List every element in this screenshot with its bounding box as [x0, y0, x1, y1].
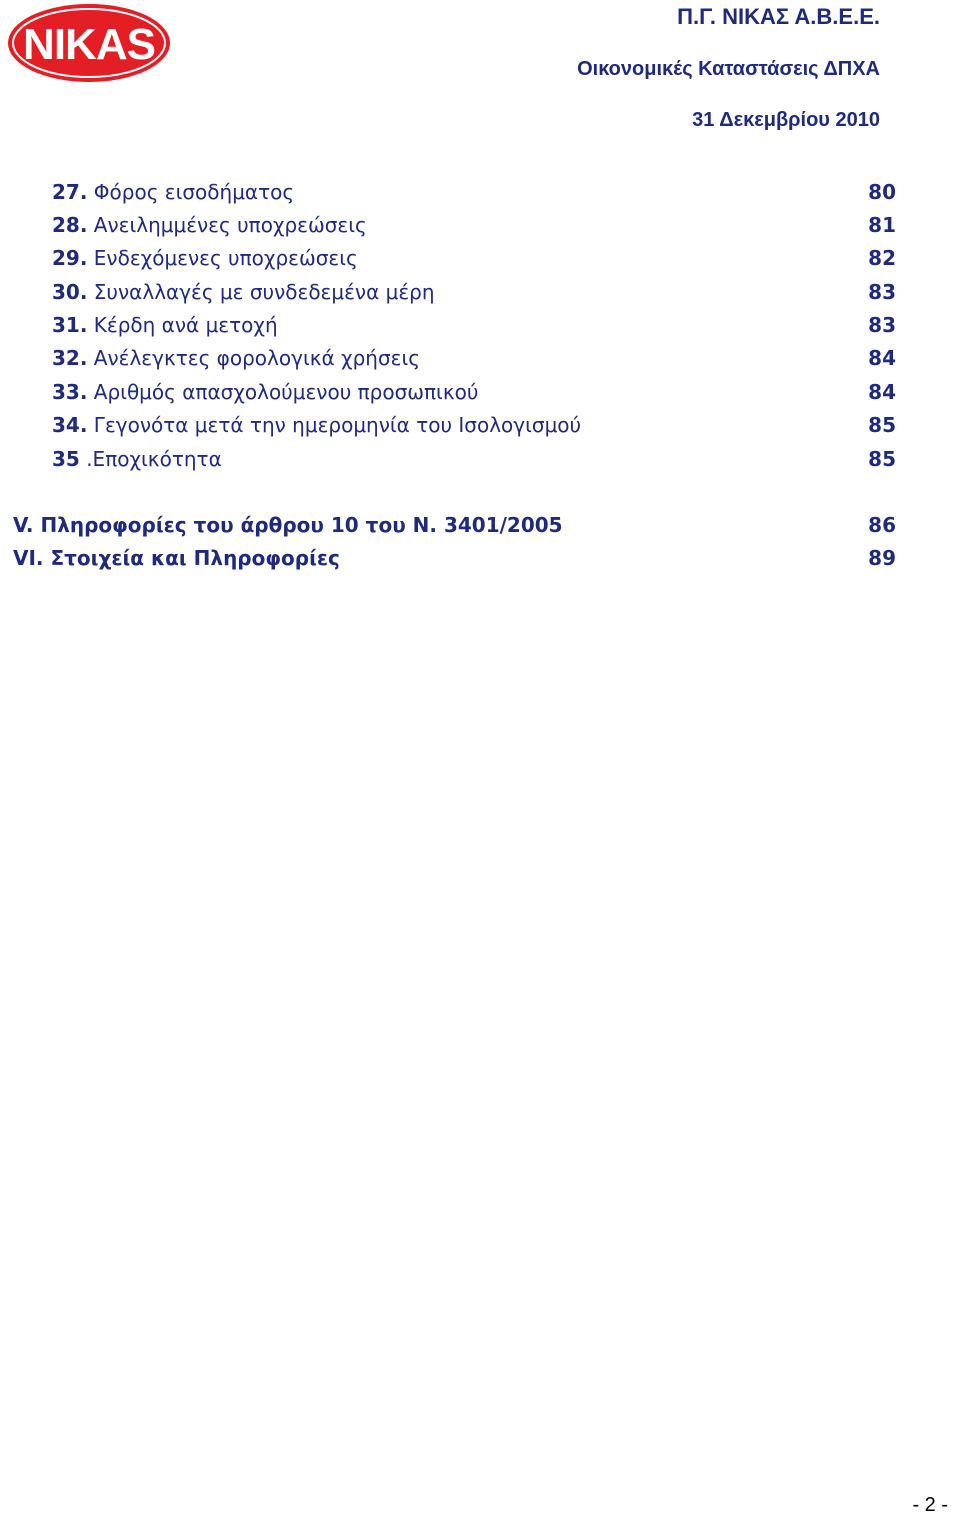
toc-entry-page: 82 — [868, 246, 896, 270]
statement-date: 31 Δεκεμβρίου 2010 — [692, 109, 880, 131]
toc-entry-27[interactable] — [0, 180, 960, 210]
toc-entry-30[interactable] — [0, 280, 960, 310]
toc-entry-32[interactable] — [0, 346, 960, 376]
toc-entry-text: Ανειλημμένες υποχρεώσεις — [87, 213, 367, 237]
toc-entry-title — [52, 246, 358, 270]
page-number: - 2 - — [912, 1494, 948, 1516]
toc-section-page: 89 — [868, 546, 896, 570]
toc-entry-35[interactable] — [0, 447, 960, 477]
statement-title: Οικονομικές Καταστάσεις ΔΠΧΑ — [577, 58, 880, 80]
toc-section-vi[interactable] — [0, 546, 960, 576]
logo-text: NIKAS — [23, 20, 155, 69]
toc-entry-page: 84 — [868, 346, 896, 370]
toc-entry-title — [52, 346, 420, 370]
nikas-logo — [6, 2, 172, 84]
toc-entry-number: 35 — [52, 447, 80, 471]
company-name: Π.Γ. ΝΙΚΑΣ Α.Β.Ε.Ε. — [677, 4, 880, 29]
toc-entry-number: 27. — [52, 180, 88, 204]
toc-entry-title — [52, 313, 278, 337]
toc-entry-text: Γεγονότα μετά την ημερομηνία του Ισολογισμού — [87, 413, 582, 437]
toc-entry-number: 28. — [52, 213, 88, 237]
toc-entry-text: Κέρδη ανά μετοχή — [87, 313, 278, 337]
toc-section-page: 86 — [868, 513, 896, 537]
toc-entry-title — [52, 280, 435, 304]
nikas-logo-graphic — [6, 2, 172, 84]
toc-entry-page: 83 — [868, 313, 896, 337]
toc-entry-34[interactable] — [0, 413, 960, 443]
toc-entry-text: Ανέλεγκτες φορολογικά χρήσεις — [87, 346, 420, 370]
toc-entry-page: 81 — [868, 213, 896, 237]
toc-entry-text: .Εποχικότητα — [79, 447, 222, 471]
toc-entry-page: 80 — [868, 180, 896, 204]
toc-entry-29[interactable] — [0, 246, 960, 276]
toc-entry-title — [52, 380, 478, 404]
toc-entry-33[interactable] — [0, 380, 960, 410]
toc-entry-title — [52, 180, 294, 204]
toc-entry-number: 34. — [52, 413, 88, 437]
toc-entry-text: Συναλλαγές με συνδεδεμένα μέρη — [87, 280, 435, 304]
toc-entry-page: 85 — [868, 447, 896, 471]
toc-entry-text: Φόρος εισοδήματος — [87, 180, 295, 204]
toc-entry-number: 33. — [52, 380, 88, 404]
toc-entry-page: 84 — [868, 380, 896, 404]
toc-entry-title — [52, 447, 222, 471]
toc-entry-page: 85 — [868, 413, 896, 437]
toc-entry-text: Ενδεχόμενες υποχρεώσεις — [87, 246, 358, 270]
toc-entry-28[interactable] — [0, 213, 960, 243]
toc-entry-page: 83 — [868, 280, 896, 304]
toc-section-title: VI. Στοιχεία και Πληροφορίες — [13, 546, 340, 570]
toc-entry-number: 32. — [52, 346, 88, 370]
toc-section-title: V. Πληροφορίες του άρθρου 10 του Ν. 3401/2005 — [13, 513, 563, 537]
toc-section-v[interactable] — [0, 513, 960, 543]
toc-entry-title — [52, 213, 367, 237]
toc-entry-number: 29. — [52, 246, 88, 270]
toc-entry-title — [52, 413, 581, 437]
toc-entry-text: Αριθμός απασχολούμενου προσωπικού — [87, 380, 479, 404]
toc-entry-31[interactable] — [0, 313, 960, 343]
toc-entry-number: 31. — [52, 313, 88, 337]
toc-entry-number: 30. — [52, 280, 88, 304]
